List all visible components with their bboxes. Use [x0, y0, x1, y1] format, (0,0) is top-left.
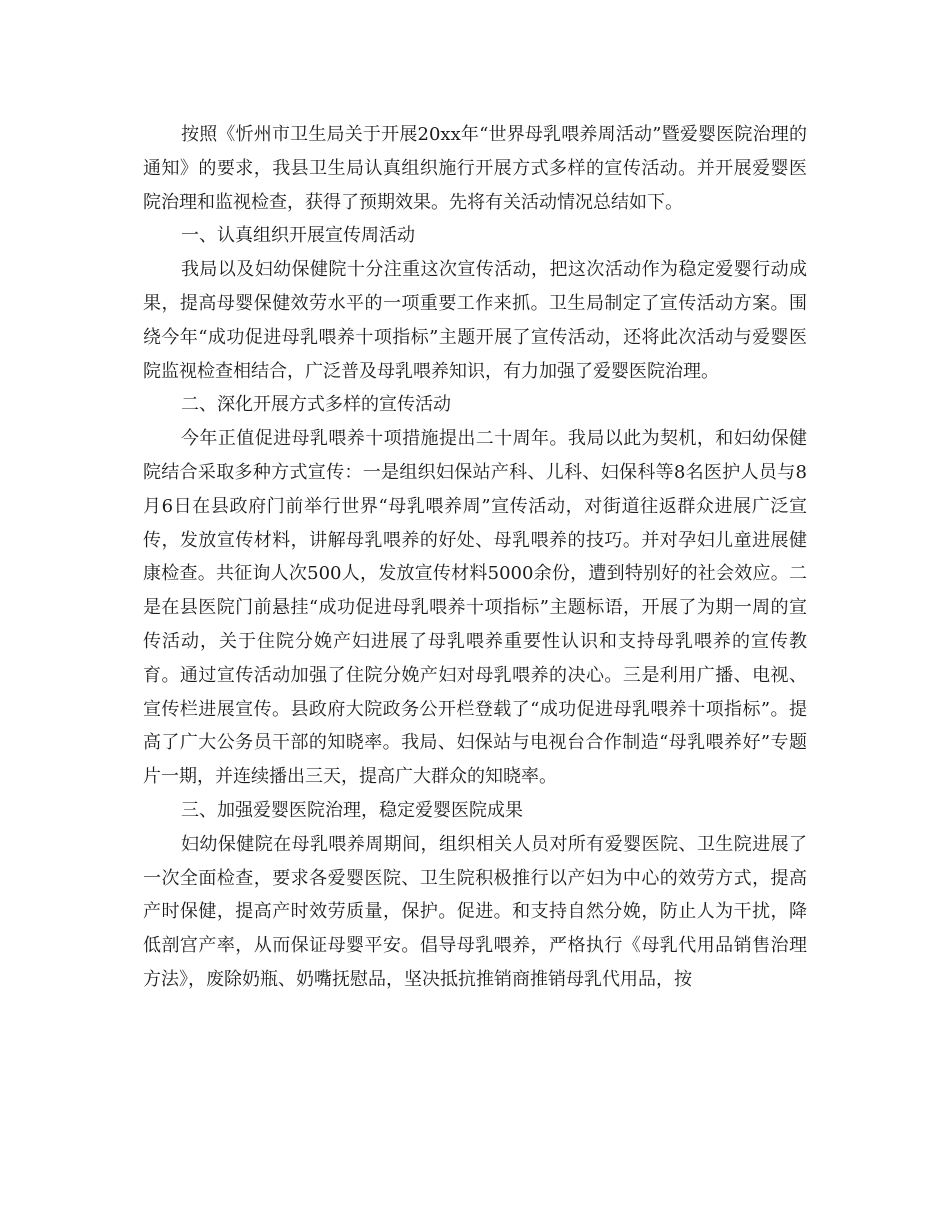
- section-heading-2: 二、深化开展方式多样的宣传活动: [181, 394, 451, 416]
- section-1-paragraph: 我局以及妇幼保健院十分注重这次宣传活动，把这次活动作为稳定爱婴行动成果，提高母婴保健效劳水平的一项重要工作来抓。卫生局制定了宣传活动方案。围绕今年“成功促进母乳喂养十项指标”主题开展了宣传活动，还将此次活动与爱婴医院监视检查相结合，广泛普及母乳喂养知识，有力加强了爱婴医院治理。: [143, 259, 807, 382]
- section-heading-1: 一、认真组织开展宣传周活动: [181, 225, 415, 247]
- section-3-paragraph: 妇幼保健院在母乳喂养周期间，组织相关人员对所有爱婴医院、卫生院进展了一次全面检查，要求各爱婴医院、卫生院积极推行以产妇为中心的效劳方式，提高产时保健，提高产时效劳质量，保护。促进。和支持自然分娩，防止人为干扰，降低剖宫产率，从而保证母婴平安。倡导母乳喂养，严格执行《母乳代用品销售治理方法》，废除奶瓶、奶嘴抚慰品，坚决抵抗推销商推销母乳代用品，按: [143, 833, 807, 990]
- document-body: [143, 118, 807, 997]
- intro-paragraph: 按照《忻州市卫生局关于开展20xx年“世界母乳喂养周活动”暨爱婴医院治理的通知》的要求，我县卫生局认真组织施行开展方式多样的宣传活动。并开展爱婴医院治理和监视检查，获得了预期效果。先将有关活动情况总结如下。: [143, 124, 807, 213]
- section-2-paragraph: 今年正值促进母乳喂养十项措施提出二十周年。我局以此为契机，和妇幼保健院结合采取多种方式宣传：一是组织妇保站产科、儿科、妇保科等8名医护人员与8月6日在县政府门前举行世界“母乳喂养周”宣传活动，对街道往返群众进展广泛宣传，发放宣传材料，讲解母乳喂养的好处、母乳喂养的技巧。并对孕妇儿童进展健康检查。共征询人次500人，发放宣传材料5000余份，遭到特别好的社会效应。二是在县医院门前悬挂“成功促进母乳喂养十项指标”主题标语，开展了为期一周的宣传活动，关于住院分娩产妇进展了母乳喂养重要性认识和支持母乳喂养的宣传教育。通过宣传活动加强了住院分娩产妇对母乳喂养的决心。三是利用广播、电视、宣传栏进展宣传。县政府大院政务公开栏登载了“成功促进母乳喂养十项指标”。提高了广大公务员干部的知晓率。我局、妇保站与电视台合作制造“母乳喂养好”专题片一期，并连续播出三天，提高广大群众的知晓率。: [143, 428, 807, 788]
- section-heading-3: 三、加强爱婴医院治理，稳定爱婴医院成果: [181, 799, 523, 821]
